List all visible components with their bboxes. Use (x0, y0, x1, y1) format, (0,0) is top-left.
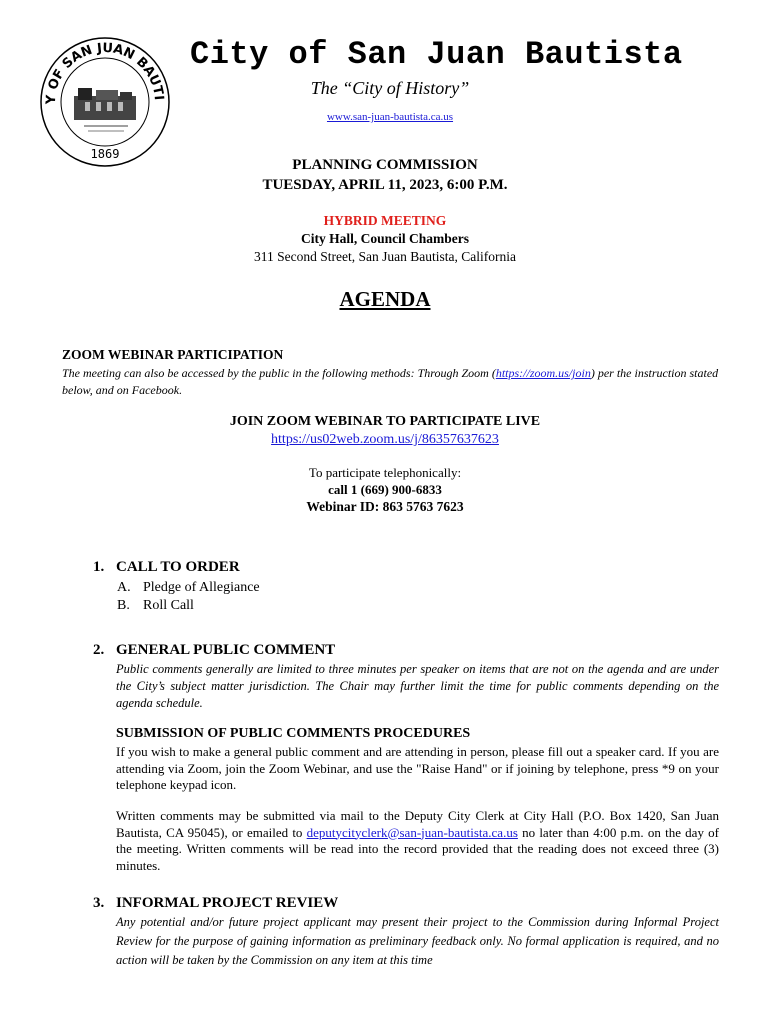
svg-text:1869: 1869 (90, 147, 120, 161)
item-number: 3. (93, 895, 105, 911)
zoom-intro-text: The meeting can also be accessed by the public in the following methods: Through Zoom ( (62, 366, 496, 380)
meeting-type: HYBRID MEETING (323, 213, 447, 228)
meeting-venue: City Hall, Council Chambers (300, 231, 469, 246)
website-link[interactable]: www.san-juan-bautista.ca.us (326, 111, 454, 123)
city-seal-logo (38, 30, 172, 170)
join-link-line (0, 432, 770, 448)
meeting-body: PLANNING COMMISSION (292, 157, 478, 173)
submission-heading: SUBMISSION OF PUBLIC COMMENTS PROCEDURES (116, 726, 471, 741)
sub-item-roll-call: Roll Call (143, 598, 194, 613)
item-number: 1. (93, 559, 105, 575)
zoom-heading: ZOOM WEBINAR PARTICIPATION (62, 347, 284, 362)
sub-item-pledge: Pledge of Allegiance (143, 580, 260, 595)
item-title-public-comment: GENERAL PUBLIC COMMENT (116, 642, 336, 658)
submission-paragraph: If you wish to make a general public comment and are attending in person, please fill out a speaker card. If you are attending via Zoom, join the Zoom Webinar, and use the "Raise Hand" or if joining by telephone, press *9 on your telephone keypad icon. (116, 744, 719, 792)
webinar-link[interactable]: https://us02web.zoom.us/j/86357637623 (271, 432, 499, 447)
item-title-project-review: INFORMAL PROJECT REVIEW (116, 895, 339, 911)
zoom-join-link[interactable]: https://zoom.us/join (495, 366, 591, 380)
meeting-date: TUESDAY, APRIL 11, 2023, 6:00 P.M. (262, 177, 508, 193)
city-title: City of San Juan Bautista (190, 36, 683, 73)
meeting-address: 311 Second Street, San Juan Bautista, California (254, 249, 516, 264)
public-comment-description: Public comments generally are limited to three minutes per speaker on items that are not on the agenda and are under the City’s subject matter jurisdiction. The Chair may further limit the time for public comments depending on the agenda schedule. (116, 662, 719, 710)
agenda-title: AGENDA (339, 287, 431, 311)
item-number: 2. (93, 642, 105, 658)
phone-number: call 1 (669) 900-6833 (328, 482, 442, 497)
zoom-intro (62, 365, 728, 398)
written-comments-text: Written comments may be submitted via mail to the Deputy City Clerk at City Hall (P.O. Box 1420, San Juan Bautista, CA 95045), or emailed to (116, 808, 719, 840)
tagline: The “City of History” (310, 78, 470, 98)
phone-intro: To participate telephonically: (308, 465, 462, 480)
clerk-email-link[interactable]: deputycityclerk@san-juan-bautista.ca.us (306, 824, 518, 840)
zoom-intro-text-after: ) per the instruction stated below, and on Facebook. (62, 366, 719, 397)
written-comments-paragraph (116, 808, 719, 874)
webinar-id: Webinar ID: 863 5763 7623 (306, 499, 464, 514)
sub-letter: B. (117, 598, 130, 613)
written-comments-text-after: no later than 4:00 p.m. on the day of the meeting. Written comments will be read into the record provided that the reading does not exceed three (3) minutes. (116, 824, 719, 873)
sub-letter: A. (117, 580, 131, 595)
svg-text:CITY OF SAN JUAN BAUTISTA: Y OF SAN JUAN BAUTI (43, 40, 167, 105)
project-review-description: Any potential and/or future project applicant may present their project to the Commission during Informal Project Review for the purpose of gaining information as preliminary feedback only. No formal application is required, and no action will be taken by the Commission on any item at this time (116, 915, 719, 967)
item-title-call-to-order: CALL TO ORDER (116, 559, 240, 575)
website-line (0, 111, 770, 123)
join-heading: JOIN ZOOM WEBINAR TO PARTICIPATE LIVE (229, 414, 541, 429)
